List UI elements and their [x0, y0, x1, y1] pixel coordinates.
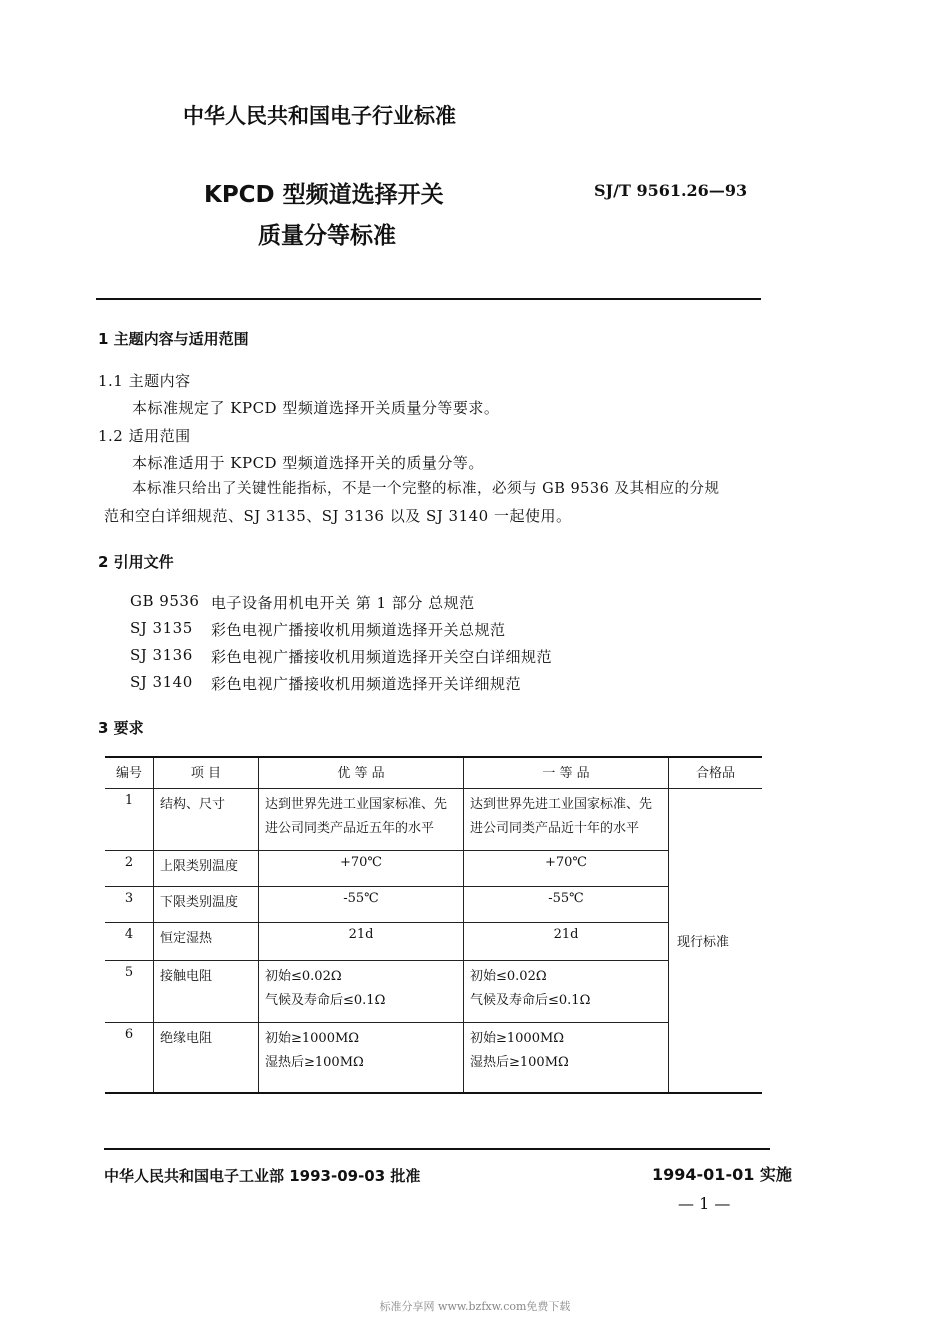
row-superior: -55℃ [259, 887, 464, 923]
row-first-class [464, 961, 669, 1023]
section1-heading: 1 主题内容与适用范围 [98, 330, 249, 348]
row-number: 6 [105, 1023, 154, 1093]
ref-code: GB 9536 [130, 592, 200, 610]
col-header-superior: 优 等 品 [259, 757, 464, 789]
row-item: 上限类别温度 [154, 851, 259, 887]
section11-text: 本标准规定了 KPCD 型频道选择开关质量分等要求。 [132, 399, 500, 417]
ref-title: 彩色电视广播接收机用频道选择开关空白详细规范 [211, 648, 553, 666]
cell-line: 进公司同类产品近五年的水平 [265, 821, 435, 836]
section3-heading: 3 要求 [98, 719, 144, 737]
row-number: 3 [105, 887, 154, 923]
approval-note: 中华人民共和国电子工业部 1993-09-03 批准 [104, 1167, 421, 1185]
col-header-first-class: 一 等 品 [464, 757, 669, 789]
table-row [105, 1023, 762, 1093]
cell-line: 达到世界先进工业国家标准、先 [265, 797, 448, 812]
ref-code: SJ 3136 [130, 646, 193, 664]
watermark: 标准分享网 www.bzfxw.com免费下载 [379, 1300, 571, 1313]
footer-rule [104, 1148, 770, 1150]
cell-line: 进公司同类产品近十年的水平 [470, 821, 640, 836]
col-header-item: 项 目 [154, 757, 259, 789]
table-row [105, 961, 762, 1023]
cell-line: 湿热后≥100MΩ [470, 1055, 569, 1070]
doc-title-line1: KPCD 型频道选择开关 [204, 182, 444, 208]
col-header-qualified: 合格品 [669, 757, 763, 789]
section12-text2-line1: 本标准只给出了关键性能指标，不是一个完整的标准，必须与 GB 9536 及其相应的分规 [132, 481, 720, 497]
row-item: 恒定湿热 [154, 923, 259, 961]
ref-title: 电子设备用机电开关 第 1 部分 总规范 [211, 594, 475, 612]
row-number: 1 [105, 789, 154, 851]
table-row [105, 851, 762, 887]
section12-text2-line2: 范和空白详细规范、SJ 3135、SJ 3136 以及 SJ 3140 一起使用。 [104, 507, 572, 525]
row-superior [259, 1023, 464, 1093]
effective-date: 1994-01-01 实施 [652, 1165, 792, 1184]
row-item: 结构、尺寸 [154, 789, 259, 851]
row-first-class [464, 1023, 669, 1093]
table-row [105, 789, 762, 851]
qualified-cell: 现行标准 [669, 789, 763, 1093]
section2-heading: 2 引用文件 [98, 553, 174, 571]
row-first-class: -55℃ [464, 887, 669, 923]
section12-text1: 本标准适用于 KPCD 型频道选择开关的质量分等。 [132, 454, 484, 472]
ref-code: SJ 3135 [130, 619, 193, 637]
section12-heading: 1.2 适用范围 [98, 427, 191, 445]
cell-line: 气候及寿命后≤0.1Ω [265, 993, 386, 1008]
cell-line: 初始≥1000MΩ [265, 1031, 360, 1046]
ref-code: SJ 3140 [130, 673, 193, 691]
row-superior [259, 789, 464, 851]
requirements-table [105, 756, 762, 1094]
header-rule [96, 298, 761, 300]
row-number: 4 [105, 923, 154, 961]
row-first-class [464, 789, 669, 851]
table-row [105, 887, 762, 923]
row-item: 接触电阻 [154, 961, 259, 1023]
col-header-number: 编号 [105, 757, 154, 789]
cell-line: 气候及寿命后≤0.1Ω [470, 993, 591, 1008]
cell-line: 湿热后≥100MΩ [265, 1055, 364, 1070]
doc-title-line2: 质量分等标准 [258, 223, 396, 249]
page-number: — 1 — [678, 1194, 731, 1213]
row-first-class: +70℃ [464, 851, 669, 887]
cell-line: 达到世界先进工业国家标准、先 [470, 797, 653, 812]
cell-line: 初始≥1000MΩ [470, 1031, 565, 1046]
row-superior [259, 961, 464, 1023]
cell-line: 初始≤0.02Ω [470, 969, 547, 984]
cell-line: 初始≤0.02Ω [265, 969, 342, 984]
std-number: SJ/T 9561.26—93 [594, 181, 748, 200]
ref-title: 彩色电视广播接收机用频道选择开关详细规范 [211, 675, 522, 693]
row-superior: 21d [259, 923, 464, 961]
org-title: 中华人民共和国电子行业标准 [183, 104, 456, 128]
row-number: 2 [105, 851, 154, 887]
row-superior: +70℃ [259, 851, 464, 887]
section11-heading: 1.1 主题内容 [98, 372, 191, 390]
ref-title: 彩色电视广播接收机用频道选择开关总规范 [211, 621, 506, 639]
table-row [105, 923, 762, 961]
row-number: 5 [105, 961, 154, 1023]
row-first-class: 21d [464, 923, 669, 961]
row-item: 绝缘电阻 [154, 1023, 259, 1093]
row-item: 下限类别温度 [154, 887, 259, 923]
